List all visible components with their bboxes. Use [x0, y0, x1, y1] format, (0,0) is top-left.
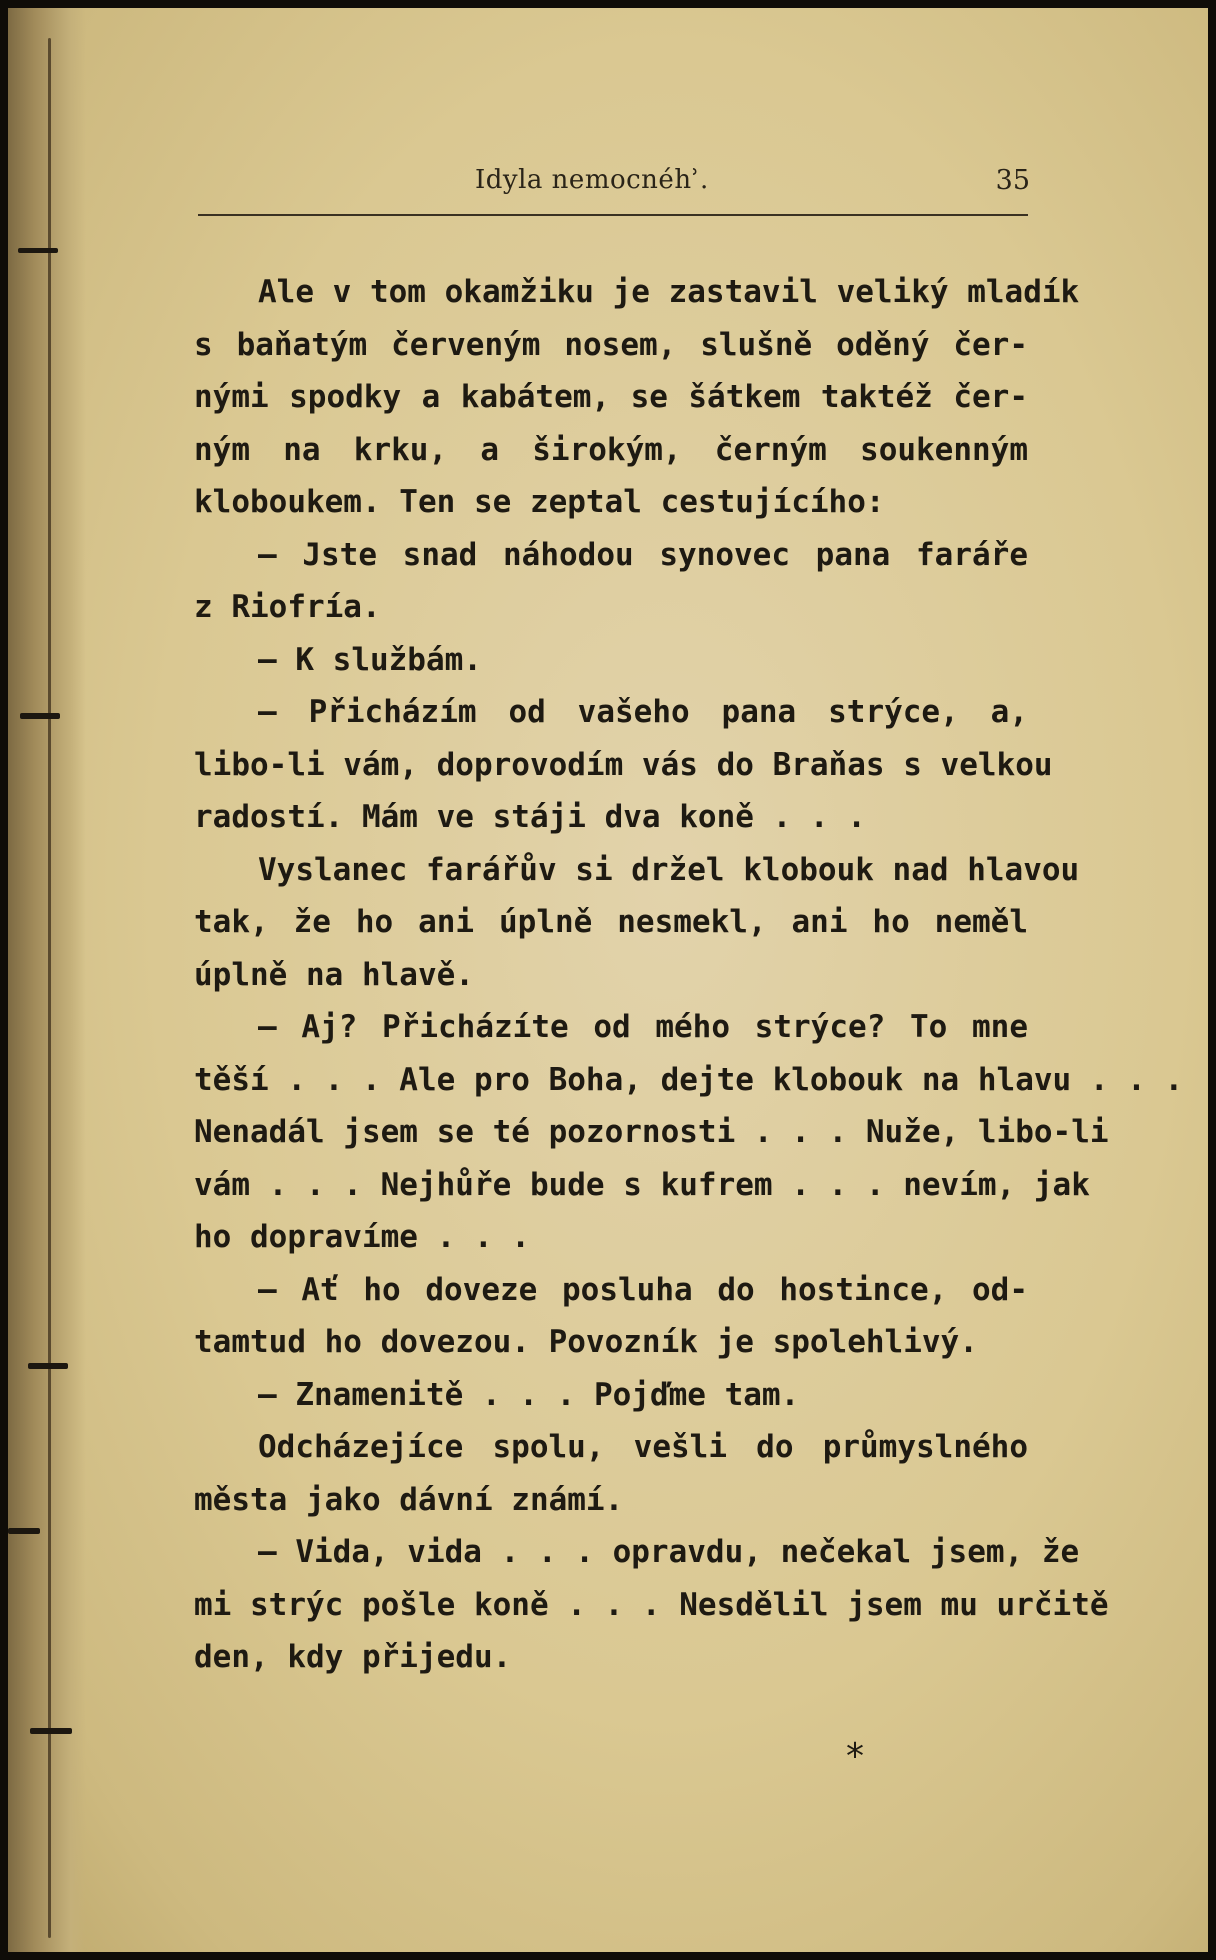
text-line: den, kdy přijedu. [194, 1639, 512, 1675]
text-line: z Riofría. [194, 589, 381, 625]
text-line: města jako dávní známí. [194, 1481, 624, 1518]
binding-mark [28, 1363, 68, 1369]
text-line: těší . . . Ale pro Boha, dejte klobouk na hlavu . . . [194, 1061, 1184, 1098]
binding-mark [8, 1528, 40, 1534]
text-line: — Vida, vida . . . opravdu, nečekal jsem, že [258, 1534, 1080, 1570]
text-line: Nenadál jsem se té pozornosti . . . Nuže, libo-li [194, 1114, 1109, 1150]
text-line: s baňatým červeným nosem, slušně oděný čer- [194, 326, 1028, 363]
text-line: vám . . . Nejhůře bude s kufrem . . . nevím, jak [194, 1166, 1090, 1203]
binding-mark [30, 1728, 72, 1734]
binding-mark [18, 248, 58, 253]
book-page [8, 8, 1208, 1952]
text-line: libo-li vám, doprovodím vás do Braňas s velkou [194, 746, 1053, 783]
page-number: 35 [995, 165, 1030, 196]
binding-mark [20, 713, 60, 719]
text-line: — K službám. [258, 641, 482, 678]
text-line: nými spodky a kabátem, se šátkem taktéž čer- [194, 379, 1028, 415]
text-line: ným na krku, a širokým, černým soukenným [194, 431, 1028, 468]
text-line: radostí. Mám ve stáji dva koně . . . [194, 799, 866, 835]
page-header [190, 163, 1030, 203]
text-line: — Přicházím od vašeho pana strýce, a, [258, 694, 1028, 730]
text-line: mi strýc pošle koně . . . Nesdělil jsem mu určitě [194, 1586, 1109, 1623]
text-line: — Ať ho doveze posluha do hostince, od- [258, 1271, 1028, 1308]
text-line: Odcházejíce spolu, vešli do průmyslného [258, 1429, 1028, 1465]
text-line: — Znamenitě . . . Pojďme tam. [258, 1376, 800, 1413]
text-line: kloboukem. Ten se zeptal cestujícího: [194, 484, 885, 520]
text-line: — Jste snad náhodou synovec pana faráře [258, 536, 1028, 573]
text-line: tamtud ho dovezou. Povozník je spolehlivý. [194, 1324, 978, 1360]
body-text [194, 266, 1184, 1684]
running-title: Idyla nemocnéhʾ. [475, 165, 709, 195]
text-line: ho dopravíme . . . [194, 1219, 530, 1255]
text-line: Ale v tom okamžiku je zastavil veliký mladík [258, 274, 1080, 310]
page-binding-gutter [8, 8, 86, 1952]
text-line: — Aj? Přicházíte od mého strýce? To mne [258, 1009, 1028, 1045]
text-line: Vyslanec farářův si držel klobouk nad hlavou [258, 851, 1080, 888]
binding-thread [48, 38, 51, 1938]
text-line: úplně na hlavě. [194, 956, 474, 993]
text-line: tak, že ho ani úplně nesmekl, ani ho neměl [194, 904, 1028, 940]
header-rule [198, 214, 1028, 216]
section-break-asterisk: * [846, 1736, 864, 1777]
